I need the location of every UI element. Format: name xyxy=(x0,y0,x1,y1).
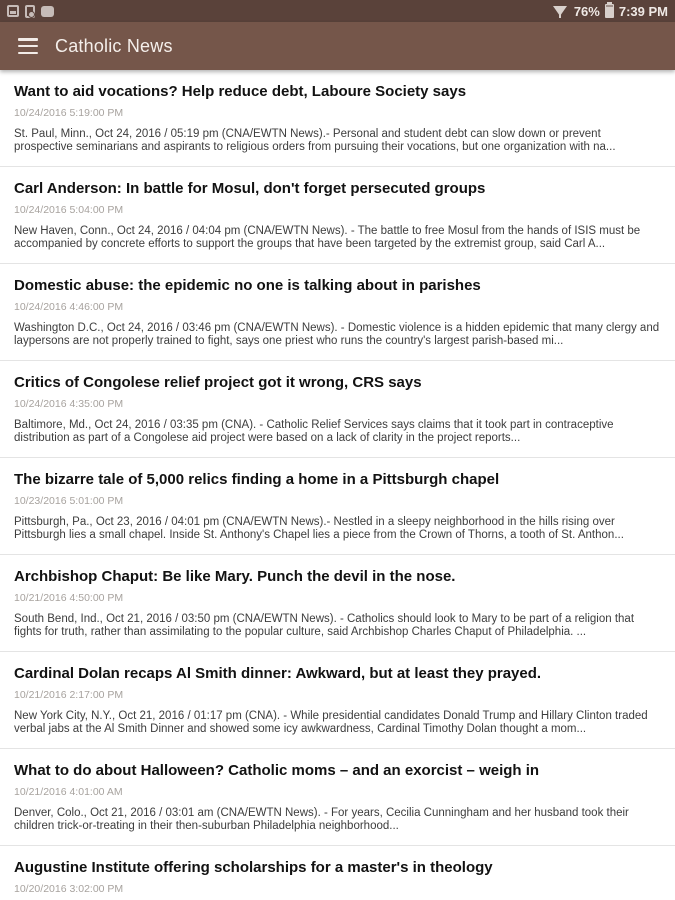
article-snippet: New York City, N.Y., Oct 21, 2016 / 01:17 pm (CNA). - While presidential candidates Donald Trump and Hillary Clinton traded verbal jabs at the Al Smith Dinner and showed some icy awkwardness, Cardinal Timothy Dolan thought a mom... xyxy=(14,710,648,736)
wifi-icon xyxy=(553,6,567,16)
article-item[interactable] xyxy=(0,846,675,900)
article-date: 10/24/2016 4:35:00 PM xyxy=(14,398,124,410)
article-item[interactable] xyxy=(0,555,675,652)
article-title: Want to aid vocations? Help reduce debt, Laboure Society says xyxy=(14,83,467,100)
status-bar-notifications xyxy=(7,5,54,18)
article-item[interactable] xyxy=(0,167,675,264)
article-title: Carl Anderson: In battle for Mosul, don't forget persecuted groups xyxy=(14,180,486,197)
article-date: 10/21/2016 4:01:00 AM xyxy=(14,786,123,798)
article-snippet: South Bend, Ind., Oct 21, 2016 / 03:50 pm (CNA/EWTN News). - Catholics should look to Mary to be part of a religion that fights for truth, rather than assimilating to the popular culture, said Archbishop Charles Chaput of Philadelphia. ... xyxy=(14,613,635,639)
article-item[interactable] xyxy=(0,361,675,458)
status-bar-indicators xyxy=(553,4,668,19)
clock: 7:39 PM xyxy=(618,3,668,19)
article-title: Critics of Congolese relief project got it wrong, CRS says xyxy=(14,374,422,391)
article-date: 10/21/2016 2:17:00 PM xyxy=(14,689,124,701)
article-item[interactable] xyxy=(0,652,675,749)
article-list xyxy=(0,70,675,900)
battery-percent: 76% xyxy=(573,3,600,19)
battery-icon xyxy=(605,4,614,18)
article-snippet: Washington D.C., Oct 24, 2016 / 03:46 pm (CNA/EWTN News). - Domestic violence is a hidden epidemic that many clergy and laypersons are not properly trained to fight, says one priest who runs the country's largest parish-based mi... xyxy=(14,322,660,348)
article-item[interactable] xyxy=(0,264,675,361)
article-date: 10/24/2016 5:04:00 PM xyxy=(14,204,124,216)
article-date: 10/20/2016 3:02:00 PM xyxy=(14,883,124,895)
message-icon xyxy=(41,6,54,17)
article-title: Cardinal Dolan recaps Al Smith dinner: Awkward, but at least they prayed. xyxy=(14,665,542,682)
article-snippet: Pittsburgh, Pa., Oct 23, 2016 / 04:01 pm (CNA/EWTN News).- Nestled in a sleepy neighborhood in the hills rising over Pittsburgh lies a small chapel. Inside St. Anthony's Chapel lies a piece from the Crown of Thorns, a tooth of St. Anthon... xyxy=(14,516,624,542)
article-snippet: New Haven, Conn., Oct 24, 2016 / 04:04 pm (CNA/EWTN News). - The battle to free Mosul from the hands of ISIS must be accompanied by concrete efforts to support the groups that have been targeted by the extremist group, said Carl A... xyxy=(14,225,641,251)
article-snippet: St. Paul, Minn., Oct 24, 2016 / 05:19 pm (CNA/EWTN News).- Personal and student debt can slow down or prevent prospective seminarians and aspirants to religious orders from pursuing their vocations, but one organization with na... xyxy=(14,128,616,154)
article-item[interactable] xyxy=(0,749,675,846)
article-date: 10/24/2016 4:46:00 PM xyxy=(14,301,124,313)
article-title: Augustine Institute offering scholarships for a master's in theology xyxy=(14,859,493,876)
article-title: Domestic abuse: the epidemic no one is talking about in parishes xyxy=(14,277,481,294)
status-bar xyxy=(0,0,675,22)
app-bar xyxy=(0,22,675,70)
screenshot-icon xyxy=(7,5,19,17)
article-date: 10/23/2016 5:01:00 PM xyxy=(14,495,124,507)
article-item[interactable] xyxy=(0,458,675,555)
article-snippet: Baltimore, Md., Oct 24, 2016 / 03:35 pm (CNA). - Catholic Relief Services says claims that it took part in contraceptive distribution as part of a Congolese aid project were based on a lack of clarity in the project reports... xyxy=(14,419,614,445)
article-title: Archbishop Chaput: Be like Mary. Punch the devil in the nose. xyxy=(14,568,456,585)
article-snippet: Denver, Colo., Oct 21, 2016 / 03:01 am (CNA/EWTN News). - For years, Cecilia Cunningham and her husband took their children trick-or-treating in their then-suburban Philadelphia neighborhood... xyxy=(14,807,629,833)
article-date: 10/21/2016 4:50:00 PM xyxy=(14,592,124,604)
sd-card-icon xyxy=(25,5,35,18)
article-item[interactable] xyxy=(0,70,675,167)
app-title: Catholic News xyxy=(55,35,173,56)
article-title: What to do about Halloween? Catholic moms – and an exorcist – weigh in xyxy=(14,762,540,779)
article-date: 10/24/2016 5:19:00 PM xyxy=(14,107,124,119)
hamburger-menu-button[interactable] xyxy=(18,38,38,54)
article-title: The bizarre tale of 5,000 relics finding a home in a Pittsburgh chapel xyxy=(14,471,500,488)
